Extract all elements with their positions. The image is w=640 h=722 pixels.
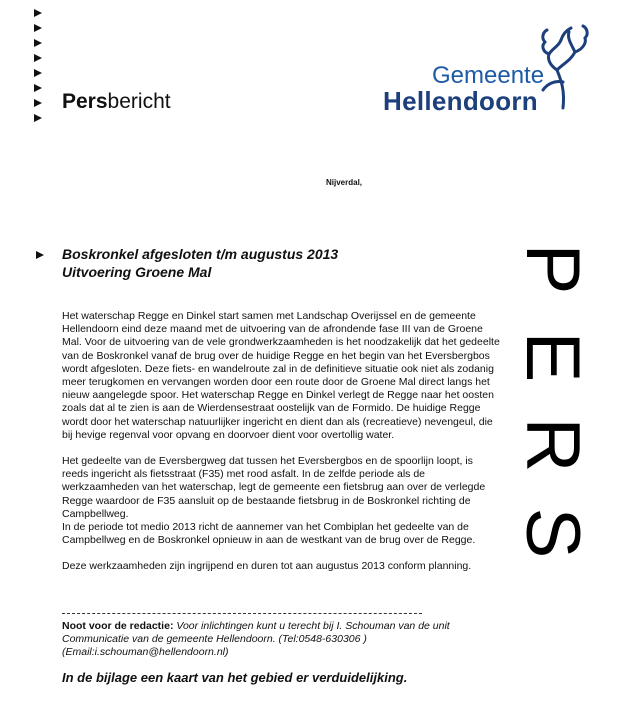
pers-letter-r: R	[510, 417, 595, 473]
title-rest: bericht	[107, 90, 171, 113]
arrow-icon	[34, 39, 42, 47]
note-text: Voor inlichtingen kunt u terecht bij I. Schouman van de unit Communicatie van de gemeente Hellendoorn. (Tel:0548-630306 ) (Email:i.schouman@hellendoorn.nl)	[62, 620, 450, 658]
paragraph: Het waterschap Regge en Dinkel start samen met Landschap Overijssel en de gemeente Hellendoorn eind deze maand met de uitvoering van de afrondende fase III van de Groene Mal. Voor de uitvoering van de vele grondwerkzaamheden is het noodzakelijk dat het gedeelte van de Boskronkel vanaf de brug over de huidige Regge en het begin van het Eversbergbos wordt afgesloten. Deze fiets- en wandelroute zal in de definitieve situatie ook niet als zodanig meer terugkomen en vervangen worden door een route door de Groene Mal direct langs het nieuw aangelegde spoor. Het waterschap Regge en Dinkel verlegt de Regge naar het oosten zoals dat al te zien is aan de Wierdensestraat oostelijk van de Formido. De huidige Regge wordt door het waterschap natuurlijker ingericht en dient dan als (recreatieve) nevengeul, die bij hevige regenval voor opvang en doorvoer dient voor overtollig water.	[62, 310, 500, 441]
note-label: Noot voor de redactie:	[62, 620, 174, 632]
divider	[62, 613, 422, 614]
press-body	[62, 310, 502, 587]
arrow-icon	[34, 54, 42, 62]
title-bold: Pers	[62, 90, 108, 113]
heading-line-2: Uitvoering Groene Mal	[62, 264, 212, 280]
closing-line: In de bijlage een kaart van het gebied er verduidelijking.	[62, 670, 408, 685]
tree-logo-icon	[537, 20, 597, 110]
arrow-icon	[34, 84, 42, 92]
arrow-icon	[34, 9, 42, 17]
bullet-arrows	[34, 9, 42, 129]
pers-letter-s: S	[510, 507, 595, 559]
paragraph: Het gedeelte van de Eversbergweg dat tussen het Eversbergbos en de spoorlijn loopt, is reeds ingericht als fietsstraat (F35) met rood asfalt. In de zelfde periode als de werkzaamheden van het waterschap, legt de gemeente een fietsbrug aan over de verlegde Regge waardoor de F35 aansluit op de bestaande fietsbrug in de Boskronkel richting de Campbellweg. In de periode tot medio 2013 richt de aannemer van het Combiplan het gedeelte van de Campbellweg en de Boskronkel opnieuw in aan de westkant van de brug over de Regge.	[62, 455, 486, 547]
place-date: Nijverdal,	[326, 178, 363, 187]
arrow-icon	[34, 69, 42, 77]
logo-line-2: Hellendoorn	[383, 86, 538, 116]
heading-line-1: Boskronkel afgesloten t/m augustus 2013	[62, 246, 339, 262]
pers-letter-e: E	[510, 331, 595, 383]
editor-note	[62, 620, 462, 659]
document-type-title	[62, 90, 171, 114]
logo-line-1: Gemeente	[432, 62, 545, 89]
paragraph: Deze werkzaamheden zijn ingrijpend en duren tot aan augustus 2013 conform planning.	[62, 560, 472, 573]
press-heading	[62, 245, 338, 281]
arrow-icon	[34, 114, 42, 122]
arrow-icon	[34, 24, 42, 32]
pers-letter-p: P	[510, 243, 595, 295]
pers-vertical-label	[506, 225, 595, 577]
arrow-icon	[34, 99, 42, 107]
heading-arrow-icon	[36, 251, 44, 259]
